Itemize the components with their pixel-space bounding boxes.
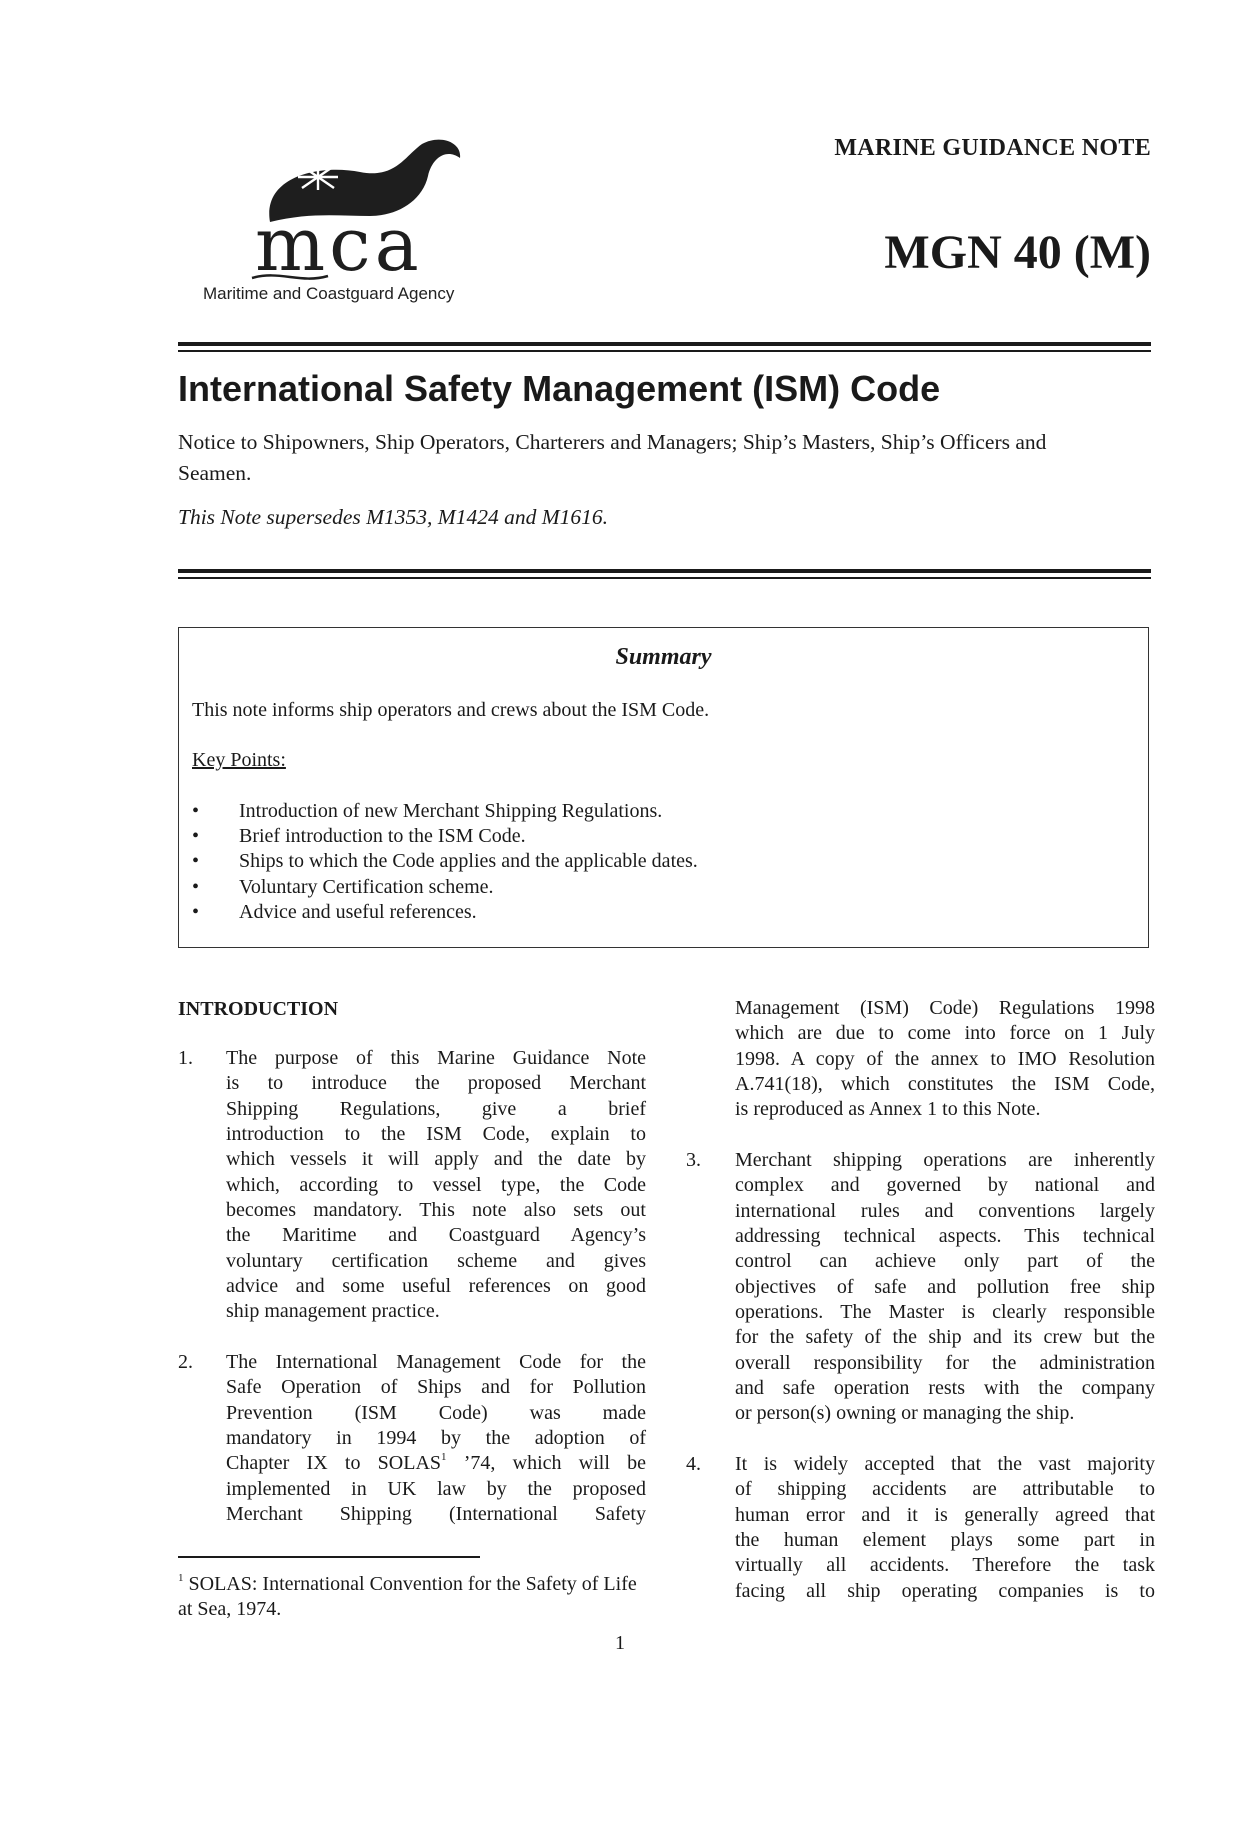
mca-logo-graphic [200,136,500,286]
summary-box [178,627,1149,948]
footnote-mark: 1 [178,1572,184,1584]
bullet-icon: • [192,875,200,898]
bullet-icon: • [192,825,200,848]
paragraph-4: It is widely accepted that the vast majority of shipping accidents are attributable to human error and it is generally agreed that the human element plays some part in virtually all accidents. Therefore the task facing all ship operating companies is to [735,1453,1155,1602]
page-number: 1 [615,1632,625,1654]
paragraph-2-number: 2. [178,1351,193,1373]
header-divider-thin [178,350,1151,352]
footnote: $^1$ SOLAS: International Convention for the Safety of Life at Sea, 1974. [178,1572,637,1620]
supersedes-note: This Note supersedes M1353, M1424 and M1616. [178,505,608,529]
paragraph-3-number: 3. [686,1149,701,1171]
document-type: MARINE GUIDANCE NOTE [834,135,1151,161]
bullet-icon: • [192,850,200,873]
paragraph-4-number: 4. [686,1453,701,1475]
bullet-icon: • [192,800,200,822]
paragraph-3: Merchant shipping operations are inherently complex and governed by national and international rules and conventions largely addressing technical aspects. This technical control can achieve only part of the objectives of safe and pollution free ship operations. The Master is clearly responsible for the safety of the ship and its crew but the overall responsibility for the administration and safe operation rests with the company or person(s) owning or managing the ship. [735,1149,1155,1425]
list-item: • Advice and useful references. [192,900,698,925]
list-item: • Voluntary Certification scheme. [192,875,698,900]
notice-audience: Notice to Shipowners, Ship Operators, Charterers and Managers; Ship’s Masters, Ship’s Officers and Seamen. [178,430,1047,485]
summary-intro: This note informs ship operators and crews about the ISM Code. [192,699,710,721]
paragraph-2: The International Management Code for the Safe Operation of Ships and for Pollution Prevention (ISM Code) was made mandatory in 1994 by the adoption of Chapter IX to SOLAS$^1$ ’74, which will be implemented in UK law by the proposed Merchant Shipping (International Safety [226,1351,646,1526]
key-points-list [192,799,698,925]
logo-wordmark: mca [255,202,423,286]
list-item: • Ships to which the Code applies and the applicable dates. [192,849,698,874]
section-heading-introduction: INTRODUCTION [178,998,339,1020]
footnote-divider [178,1556,480,1558]
list-item: • Brief introduction to the ISM Code. [192,824,698,849]
header-divider-thick [178,342,1151,346]
list-item: • Introduction of new Merchant Shipping Regulations. [192,799,698,824]
title-divider-thick [178,569,1151,573]
page-title: International Safety Management (ISM) Code [178,368,941,409]
paragraph-1-number: 1. [178,1047,193,1069]
document-number: MGN 40 (M) [884,226,1151,279]
footnote-reference: 1 [441,1451,447,1464]
paragraph-1: The purpose of this Marine Guidance Note is to introduce the proposed Merchant Shipping Regulations, give a brief introduction to the ISM Code, explain to which vessels it will apply and the date by which, according to vessel type, the Code becomes mandatory. This note also sets out the Maritime and Coastguard Agency’s voluntary certification scheme and gives advice and some useful references on good ship management practice. [226,1047,646,1323]
key-points-label: Key Points: [192,749,286,771]
agency-name: Maritime and Coastguard Agency [203,284,455,303]
bullet-icon: • [192,900,200,923]
title-divider-thin [178,577,1151,579]
paragraph-2-continued: Management (ISM) Code) Regulations 1998 which are due to come into force on 1 July 1998. A copy of the annex to IMO Resolution A.741(18), which constitutes the ISM Code, is reproduced as Annex 1 to this Note. [735,997,1155,1121]
summary-title: Summary [615,644,712,670]
